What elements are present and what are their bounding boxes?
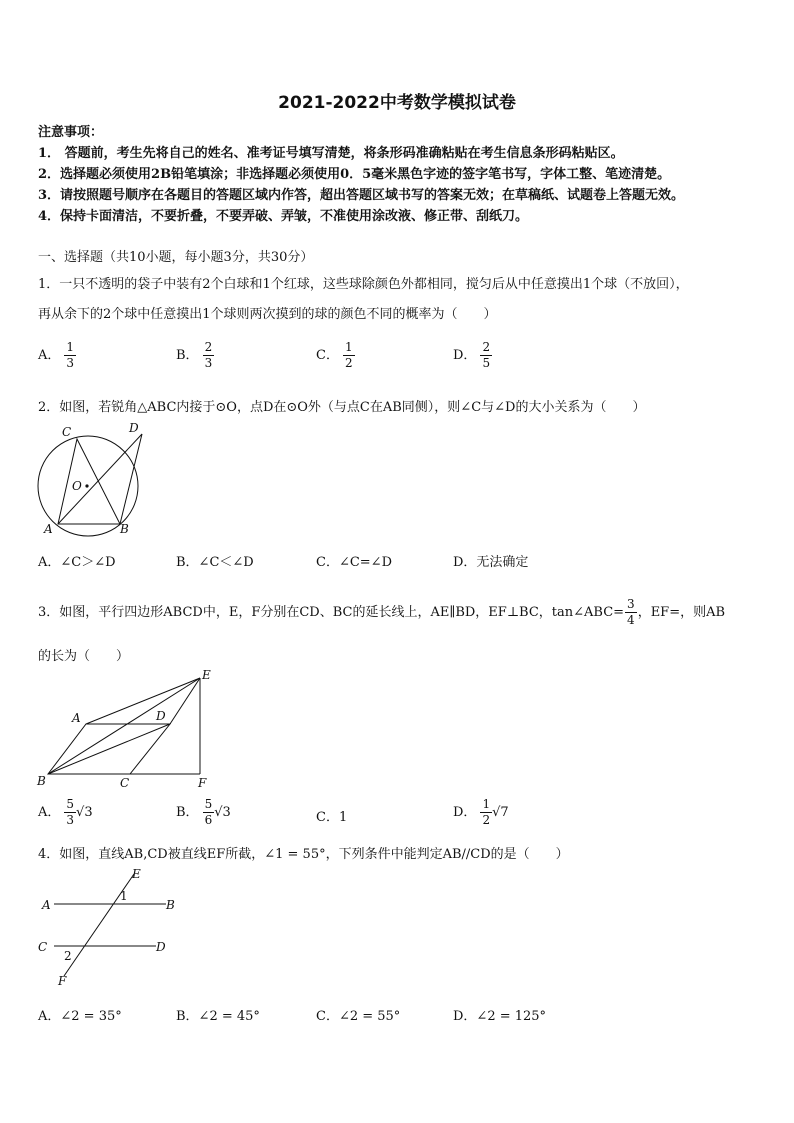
section-heading: 一、选择题（共10小题，每小题3分，共30分） <box>38 250 314 265</box>
label-a: A <box>72 711 81 725</box>
option-label: C． <box>316 810 339 825</box>
question-3-text-b: ，EF=，则AB <box>637 605 726 620</box>
denominator: 2 <box>482 813 491 827</box>
denominator: 4 <box>627 613 635 627</box>
option-label: D． <box>453 348 477 363</box>
numerator: 1 <box>66 340 75 354</box>
fraction <box>480 340 492 371</box>
denominator: 6 <box>204 813 213 827</box>
fraction <box>64 797 76 828</box>
q2-option-d[interactable]: D．无法确定 <box>453 555 529 570</box>
center-point <box>85 484 88 487</box>
denominator: 2 <box>344 356 353 370</box>
denominator: 3 <box>204 356 213 370</box>
q4-parallel-lines-figure <box>34 866 184 988</box>
segment-de <box>170 678 200 724</box>
q3-option-b[interactable] <box>176 797 231 828</box>
segment-bd <box>120 434 142 524</box>
question-3-text-a: 3．如图，平行四边形ABCD中，E，F分别在CD、BC的延长线上，AE∥BD，EF⊥BC，tan∠ABC= <box>38 605 625 620</box>
segment-ad <box>58 434 142 524</box>
denominator: 3 <box>66 813 75 827</box>
fraction <box>203 340 215 371</box>
triangle-abc <box>58 439 120 524</box>
angle-2-label: 2 <box>64 949 72 963</box>
label-d: D <box>156 940 166 954</box>
numerator: 1 <box>344 340 353 354</box>
option-label: C． <box>316 348 339 363</box>
label-e: E <box>202 668 211 682</box>
q2-circle-figure <box>34 420 150 538</box>
square-root: √3 <box>76 805 93 820</box>
option-label: A． <box>38 348 61 363</box>
q3-option-d[interactable] <box>453 797 509 828</box>
segment-be <box>48 678 200 774</box>
square-root: √3 <box>214 805 231 820</box>
question-1-text: 1．一只不透明的袋子中装有2个白球和1个红球，这些球除颜色外都相同，搅匀后从中任意摸出1个球（不放回）， <box>38 277 689 292</box>
angle-1-label: 1 <box>120 889 128 903</box>
label-a: A <box>44 522 53 536</box>
q4-option-d[interactable]: D．∠2 = 125° <box>453 1009 547 1024</box>
fraction <box>343 340 355 371</box>
label-o: O <box>72 479 82 493</box>
question-3-text <box>38 597 725 628</box>
q3-option-c[interactable] <box>316 806 347 825</box>
numerator: 5 <box>204 797 213 811</box>
label-e: E <box>132 867 141 881</box>
note-item: 1． 答题前，考生先将自己的姓名、准考证号填写清楚，将条形码准确粘贴在考生信息条形码粘贴区。 <box>38 146 624 161</box>
option-label: B． <box>176 805 199 820</box>
label-b: B <box>120 522 129 536</box>
option-label: D． <box>453 805 477 820</box>
q2-option-a[interactable]: A．∠C＞∠D <box>38 555 116 570</box>
notes-heading: 注意事项： <box>38 125 104 140</box>
q2-option-b[interactable]: B．∠C＜∠D <box>176 555 254 570</box>
fraction <box>480 797 492 828</box>
option-label: A． <box>38 805 61 820</box>
diagonal-bd <box>48 724 170 774</box>
question-3-text: 的长为（ ） <box>38 649 130 664</box>
question-2-text: 2．如图，若锐角△ABC内接于⊙O，点D在⊙O外（与点C在AB同侧），则∠C与∠D的大小关系为（ ） <box>38 400 646 415</box>
label-a: A <box>42 898 51 912</box>
label-b: B <box>37 774 46 788</box>
label-c: C <box>38 940 48 954</box>
q1-option-d[interactable] <box>453 340 492 371</box>
denominator: 5 <box>482 356 491 370</box>
label-c: C <box>62 425 72 439</box>
q4-option-c[interactable]: C．∠2 = 55° <box>316 1009 401 1024</box>
label-d: D <box>129 421 139 435</box>
q1-option-a[interactable] <box>38 340 76 371</box>
option-label: B． <box>176 348 199 363</box>
label-c: C <box>120 776 130 790</box>
numerator: 1 <box>482 797 491 811</box>
q3-option-a[interactable] <box>38 797 93 828</box>
label-d: D <box>156 709 166 723</box>
note-item: 2．选择题必须使用2B铅笔填涂；非选择题必须使用0．5毫米黑色字迹的签字笔书写，字体工整、笔迹清楚。 <box>38 167 671 182</box>
numerator: 2 <box>482 340 491 354</box>
numerator: 5 <box>66 797 75 811</box>
page-title: 2021-2022中考数学模拟试卷 <box>278 93 516 113</box>
q3-parallelogram-figure <box>34 668 216 792</box>
question-4-text: 4．如图，直线AB,CD被直线EF所截，∠1 = 55°，下列条件中能判定AB//CD的是（ ） <box>38 847 569 862</box>
tan-fraction <box>625 597 637 628</box>
denominator: 3 <box>66 356 75 370</box>
question-1-text: 再从余下的2个球中任意摸出1个球则两次摸到的球的颜色不同的概率为（ ） <box>38 307 497 322</box>
note-item: 4．保持卡面清洁，不要折叠，不要弄破、弄皱，不准使用涂改液、修正带、刮纸刀。 <box>38 209 529 224</box>
label-f: F <box>58 974 67 988</box>
q4-option-a[interactable]: A．∠2 = 35° <box>38 1009 122 1024</box>
label-b: B <box>166 898 175 912</box>
q2-option-c[interactable]: C．∠C=∠D <box>316 555 392 570</box>
fraction <box>203 797 215 828</box>
label-f: F <box>198 776 207 790</box>
note-item: 3．请按照题号顺序在各题目的答题区域内作答，超出答题区域书写的答案无效；在草稿纸、试题卷上答题无效。 <box>38 188 685 203</box>
option-value: 1 <box>338 810 348 825</box>
q1-option-c[interactable] <box>316 340 355 371</box>
numerator: 2 <box>204 340 213 354</box>
square-root: √7 <box>492 805 509 820</box>
numerator: 3 <box>627 597 635 611</box>
q4-option-b[interactable]: B．∠2 = 45° <box>176 1009 260 1024</box>
fraction <box>64 340 76 371</box>
q1-option-b[interactable] <box>176 340 214 371</box>
segment-ae <box>86 678 200 724</box>
